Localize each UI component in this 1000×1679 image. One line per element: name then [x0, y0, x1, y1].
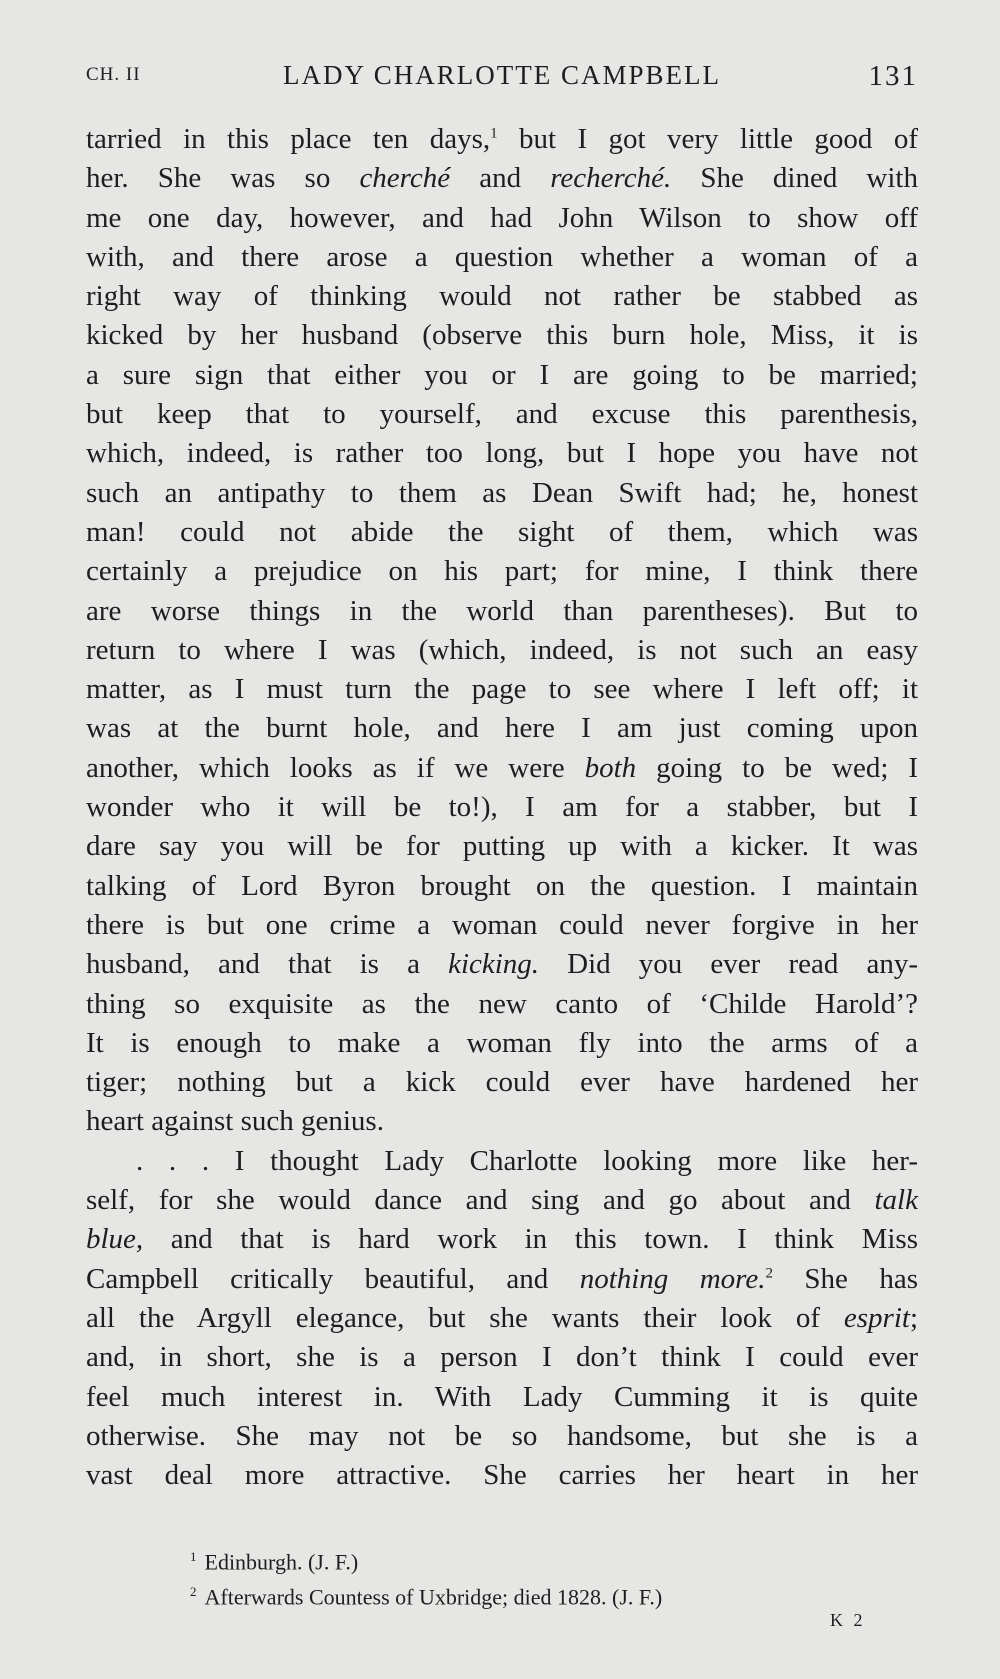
text-line	[86, 788, 918, 827]
text-run: another, which looks as if we were	[86, 751, 585, 784]
text-run: going to be wed; I	[636, 751, 918, 784]
text-line	[86, 277, 918, 316]
text-run: thing so exquisite as the new canto of ‘Childe Harold’?	[86, 987, 918, 1020]
running-header	[86, 60, 918, 100]
text-run: such an antipathy to them as Dean Swift had; he, honest	[86, 476, 918, 509]
text-line	[86, 120, 918, 159]
text-line	[86, 1338, 918, 1377]
text-line	[86, 1456, 918, 1495]
italic-text: blue,	[86, 1223, 144, 1256]
footnote-mark: 1	[190, 1549, 197, 1564]
text-run: Did you ever read any-	[539, 948, 918, 981]
text-run: self, for she would dance and sing and go about and	[86, 1184, 875, 1217]
text-run: heart against such genius.	[86, 1105, 384, 1138]
footnote-mark: 2	[190, 1584, 197, 1600]
running-title: LADY CHARLOTTE CAMPBELL	[283, 60, 721, 90]
text-run: a sure sign that either you or I are going to be married;	[86, 358, 918, 391]
text-line	[86, 474, 918, 513]
text-line	[86, 552, 918, 591]
text-run: tarried in this place ten days,	[86, 123, 491, 155]
text-line	[86, 827, 918, 866]
text-run: return to where I was (which, indeed, is not such an easy	[86, 633, 918, 666]
text-line	[86, 631, 918, 670]
text-run: me one day, however, and had John Wilson to show off	[86, 201, 918, 234]
text-run: certainly a prejudice on his part; for mine, I think there	[86, 555, 918, 588]
text-line	[86, 513, 918, 552]
footnote-text: Edinburgh. (J. F.)	[204, 1549, 359, 1575]
text-line	[86, 1378, 918, 1417]
text-line	[86, 159, 918, 198]
text-line	[86, 906, 918, 945]
text-run: matter, as I must turn the page to see where I left off; it	[86, 673, 918, 706]
text-run: her. She was so	[86, 162, 360, 195]
text-run: with, and there arose a question whether a woman of a	[86, 240, 918, 273]
text-line	[86, 238, 918, 277]
text-run: feel much interest in. With Lady Cumming it is quite	[86, 1380, 918, 1413]
text-run: It is enough to make a woman fly into the arms of a	[86, 1026, 918, 1059]
footnote-2	[190, 1577, 890, 1612]
text-run: and, in short, she is a person I don’t think I could ever	[86, 1341, 918, 1374]
text-line	[86, 1299, 918, 1338]
signature-mark: K 2	[830, 1610, 866, 1630]
text-run: otherwise. She may not be so handsome, but she is a	[86, 1419, 918, 1452]
text-run: ;	[909, 1301, 918, 1334]
text-line	[86, 316, 918, 355]
text-run: man! could not abide the sight of them, which was	[86, 515, 918, 548]
body-text	[86, 120, 918, 1495]
text-line	[86, 867, 918, 906]
text-run: tiger; nothing but a kick could ever have hardened her	[86, 1066, 918, 1099]
text-line	[86, 592, 918, 631]
text-line	[86, 199, 918, 238]
footnote-1	[190, 1542, 890, 1577]
text-line	[86, 1142, 918, 1181]
text-line	[86, 670, 918, 709]
page-number: 131	[868, 60, 918, 92]
italic-text: talk	[874, 1184, 918, 1217]
italic-text: both	[584, 751, 637, 784]
text-run: She has	[773, 1262, 918, 1295]
text-run: but keep that to yourself, and excuse this parenthesis,	[86, 398, 918, 431]
text-run: right way of thinking would not rather be stabbed as	[86, 280, 918, 313]
text-run: kicked by her husband (observe this burn hole, Miss, it is	[86, 319, 918, 352]
text-run: Campbell critically beautiful, and	[86, 1262, 580, 1295]
text-line	[86, 1181, 918, 1220]
text-line	[86, 356, 918, 395]
text-run: are worse things in the world than parentheses). But to	[86, 594, 918, 627]
italic-text: esprit	[843, 1301, 910, 1334]
text-line	[86, 1417, 918, 1456]
chapter-label: CH. II	[86, 64, 141, 85]
text-line	[86, 985, 918, 1024]
text-run: husband, and that is a	[86, 948, 449, 981]
footnote-text: Afterwards Countess of Uxbridge; died 1828. (J. F.)	[204, 1584, 663, 1610]
text-line	[86, 1063, 918, 1102]
text-run: all the Argyll elegance, but she wants their look of	[86, 1301, 844, 1334]
text-line	[86, 709, 918, 748]
text-line	[86, 1024, 918, 1063]
footnote-ref: 1	[490, 125, 498, 142]
text-run: . . . I thought Lady Charlotte looking more like her-	[136, 1144, 918, 1177]
italic-text: recherché.	[550, 162, 672, 195]
italic-text: kicking.	[448, 948, 540, 981]
text-line	[86, 434, 918, 473]
text-line	[86, 1220, 918, 1259]
text-line	[86, 749, 918, 788]
text-line	[86, 1260, 918, 1299]
text-run: and	[450, 162, 551, 195]
text-run: was at the burnt hole, and here I am just coming upon	[86, 712, 918, 745]
text-run: dare say you will be for putting up with a kicker. It was	[86, 830, 918, 863]
italic-text: nothing more.	[579, 1262, 766, 1295]
text-run: which, indeed, is rather too long, but I hope you have not	[86, 437, 918, 470]
text-run: She dined with	[671, 162, 918, 195]
footnote-ref: 2	[765, 1264, 773, 1281]
text-run: wonder who it will be to!), I am for a stabber, but I	[86, 791, 918, 824]
text-run: but I got very little good of	[497, 123, 918, 155]
text-run: there is but one crime a woman could never forgive in her	[86, 908, 918, 941]
text-line	[86, 1102, 918, 1141]
text-line	[86, 945, 918, 984]
text-line	[86, 395, 918, 434]
text-run: talking of Lord Byron brought on the question. I maintain	[86, 869, 918, 902]
italic-text: cherché	[359, 162, 451, 195]
text-run: and that is hard work in this town. I think Miss	[143, 1223, 918, 1256]
text-run: vast deal more attractive. She carries her heart in her	[86, 1459, 918, 1492]
footnotes	[190, 1542, 890, 1613]
